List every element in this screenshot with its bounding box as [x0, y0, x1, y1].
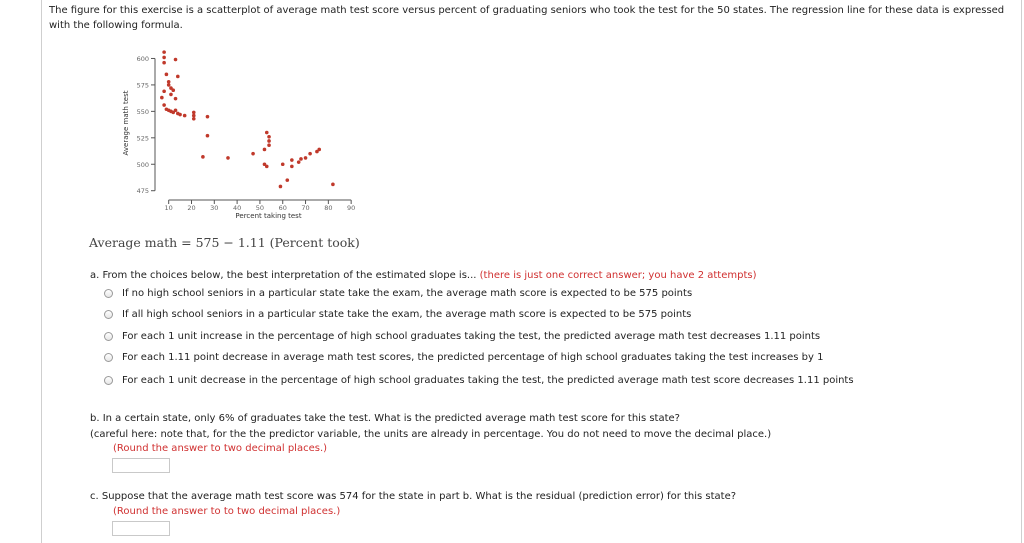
x-tick-label: 60 — [278, 204, 287, 212]
option-1[interactable] — [104, 288, 692, 299]
scatterplot — [118, 42, 368, 227]
answer-c-input[interactable] — [112, 521, 170, 536]
option-label: For each 1.11 point decrease in average math test scores, the predicted percentage of high school graduates taking the test increases by 1 — [122, 352, 824, 363]
question-c-prompt: c. Suppose that the average math test score was 574 for the state in part b. What is the residual (prediction error) for this state? — [90, 491, 737, 502]
question-b-note: (careful here: note that, for the the predictor variable, the units are already in percentage. You do not need to move the decimal place.) — [90, 429, 772, 440]
y-tick-label: 575 — [136, 81, 149, 90]
x-tick-label: 50 — [255, 204, 265, 212]
option-4[interactable] — [104, 352, 823, 363]
x-tick-label: 90 — [347, 204, 356, 212]
question-b-hint: (Round the answer to two decimal places.) — [113, 443, 328, 454]
data-point — [183, 114, 187, 118]
regression-formula: Average math = 575 − 1.11 (Percent took) — [89, 235, 360, 250]
data-point — [174, 109, 178, 113]
data-point — [251, 152, 255, 156]
radio-button[interactable] — [104, 376, 113, 385]
data-point — [192, 117, 196, 121]
option-label: For each 1 unit decrease in the percentage of high school graduates taking the test, the predicted average math test score decreases 1.11 points — [122, 375, 854, 386]
radio-button[interactable] — [104, 310, 113, 319]
y-tick-label: 500 — [136, 160, 149, 169]
x-axis-label: Percent taking test — [235, 212, 302, 220]
radio-button[interactable] — [104, 289, 113, 298]
data-point — [279, 185, 283, 189]
data-point — [174, 58, 178, 62]
data-point — [162, 89, 166, 93]
x-tick-label: 40 — [232, 204, 242, 212]
data-point — [290, 165, 294, 169]
question-a-prompt: a. From the choices below, the best interpretation of the estimated slope is... — [90, 270, 477, 281]
data-point — [267, 135, 271, 139]
option-2[interactable] — [104, 309, 691, 320]
x-tick-label: 80 — [324, 204, 333, 212]
y-tick-label: 525 — [136, 134, 149, 143]
question-a — [90, 270, 756, 281]
data-point — [192, 114, 196, 118]
y-tick-label: 550 — [136, 107, 149, 116]
data-point — [162, 61, 166, 65]
data-point — [265, 131, 269, 135]
y-axis-label: Average math test — [122, 90, 130, 156]
option-label: If all high school seniors in a particular state take the exam, the average math score is expected to be 575 points — [122, 309, 692, 320]
data-point — [169, 93, 173, 97]
data-point — [162, 56, 166, 60]
data-point — [263, 148, 267, 152]
data-point — [304, 156, 308, 160]
data-point — [160, 96, 164, 100]
data-point — [281, 162, 285, 166]
data-point — [226, 156, 230, 160]
data-point — [299, 157, 303, 161]
option-label: For each 1 unit increase in the percentage of high school graduates taking the test, the predicted average math test decreases 1.11 points — [122, 331, 821, 342]
x-tick-label: 30 — [210, 204, 219, 212]
data-point — [297, 160, 301, 164]
data-point — [308, 152, 312, 156]
data-point — [267, 143, 271, 147]
question-a-note: (there is just one correct answer; you have 2 attempts) — [479, 270, 757, 281]
data-point — [192, 111, 196, 115]
data-point — [171, 88, 175, 92]
question-b-prompt: b. In a certain state, only 6% of graduates take the test. What is the predicted average math test score for this state? — [90, 413, 680, 424]
data-point — [174, 97, 178, 101]
answer-b-input[interactable] — [112, 458, 170, 473]
data-point — [178, 113, 182, 117]
data-point — [290, 158, 294, 162]
data-point — [167, 83, 171, 87]
x-tick-label: 20 — [187, 204, 196, 212]
data-point — [206, 115, 210, 119]
x-tick-label: 10 — [164, 204, 173, 212]
data-point — [317, 148, 321, 152]
data-point — [162, 50, 166, 54]
option-5[interactable] — [104, 375, 854, 386]
question-b — [90, 411, 771, 443]
data-point — [176, 75, 180, 79]
option-label: If no high school seniors in a particular state take the exam, the average math score is expected to be 575 points — [122, 288, 693, 299]
data-point — [167, 80, 171, 84]
data-point — [201, 155, 205, 159]
y-tick-label: 475 — [136, 187, 149, 196]
x-tick-label: 70 — [301, 204, 310, 212]
question-c-hint: (Round the answer to to two decimal places.) — [113, 506, 341, 517]
data-point — [165, 73, 169, 77]
data-point — [265, 165, 269, 169]
data-point — [267, 139, 271, 143]
data-point — [285, 178, 289, 182]
data-point — [331, 183, 335, 187]
intro-text: The figure for this exercise is a scatterplot of average math test score versus percent of graduating seniors who took the test for the 50 states. The regression line for these data is expressed with the following formula. — [49, 5, 1005, 31]
data-point — [206, 134, 210, 138]
radio-button[interactable] — [104, 332, 113, 341]
option-3[interactable] — [104, 331, 820, 342]
radio-button[interactable] — [104, 353, 113, 362]
data-point — [162, 103, 166, 107]
y-tick-label: 600 — [136, 54, 149, 63]
